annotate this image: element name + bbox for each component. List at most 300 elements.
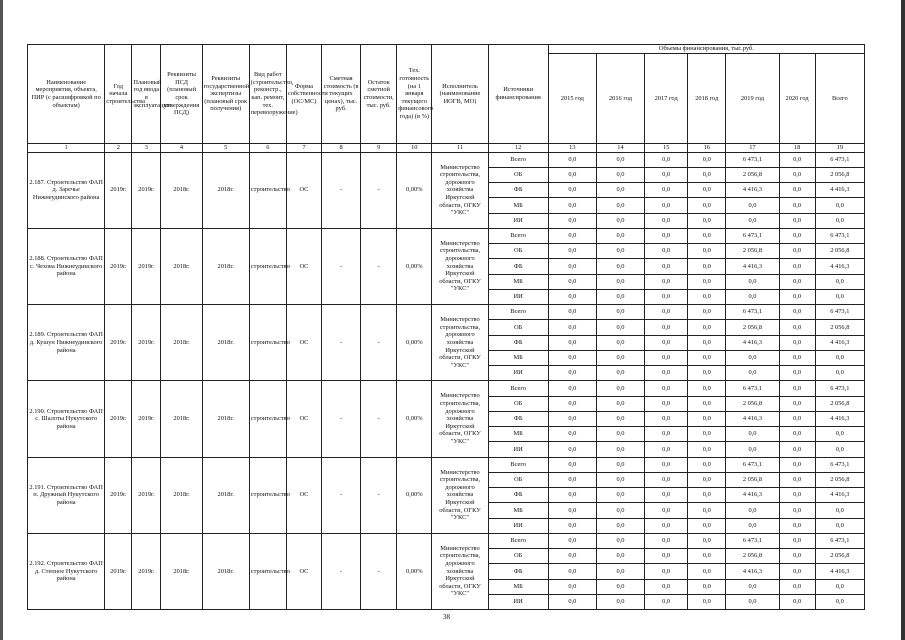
object-name: 2.190. Строительство ФАП с. Шалоты Нукутского района <box>28 381 105 457</box>
year-value: 0,0 <box>548 167 596 182</box>
year-value: 0,0 <box>596 167 644 182</box>
column-number-cell: 2 <box>105 144 132 153</box>
funding-source: ОБ <box>488 167 548 182</box>
total-value: 0,0 <box>815 579 864 594</box>
header-cell: Вид работ (строительство, реконстр., кап. ремонт, тех. перевооружение) <box>249 45 286 144</box>
year-value: 0,0 <box>688 366 726 381</box>
year-value: 2 056,8 <box>726 549 779 564</box>
year-value: 0,0 <box>645 442 688 457</box>
funding-source: ИИ <box>488 289 548 304</box>
year-value: 0,0 <box>779 442 815 457</box>
year-value: 0,0 <box>596 305 644 320</box>
expertise-details: 2018г. <box>202 228 249 304</box>
year-value: 0,0 <box>688 320 726 335</box>
funding-source: ОБ <box>488 244 548 259</box>
ownership-form: ОС <box>286 533 321 609</box>
year-value: 0,0 <box>548 183 596 198</box>
readiness-percent: 0,00% <box>397 381 432 457</box>
column-number-row <box>28 144 865 153</box>
year-value: 0,0 <box>548 213 596 228</box>
year-value: 0,0 <box>688 457 726 472</box>
year-value: 0,0 <box>688 442 726 457</box>
table-row <box>28 305 865 320</box>
year-value: 4 416,3 <box>726 411 779 426</box>
year-value: 0,0 <box>726 594 779 609</box>
funding-source: ОБ <box>488 549 548 564</box>
table-row <box>28 457 865 472</box>
total-value: 0,0 <box>815 213 864 228</box>
year-value: 0,0 <box>548 289 596 304</box>
year-value: 0,0 <box>548 274 596 289</box>
column-number-cell: 14 <box>596 144 644 153</box>
year-value: 0,0 <box>645 396 688 411</box>
year-value: 0,0 <box>596 213 644 228</box>
ownership-form: ОС <box>286 381 321 457</box>
year-value: 0,0 <box>645 488 688 503</box>
year-value: 0,0 <box>596 320 644 335</box>
year-header: 2019 год <box>726 54 779 144</box>
total-value: 0,0 <box>815 198 864 213</box>
year-value: 0,0 <box>645 305 688 320</box>
column-number-cell: 9 <box>361 144 397 153</box>
remaining-cost: - <box>361 305 397 381</box>
year-header: 2015 год <box>548 54 596 144</box>
planned-year: 2019г. <box>132 228 161 304</box>
total-value: 4 416,3 <box>815 564 864 579</box>
year-value: 0,0 <box>548 472 596 487</box>
year-value: 6 473,1 <box>726 228 779 243</box>
total-value: 0,0 <box>815 594 864 609</box>
expertise-details: 2018г. <box>202 457 249 533</box>
ownership-form: ОС <box>286 228 321 304</box>
year-value: 0,0 <box>596 472 644 487</box>
year-value: 0,0 <box>779 549 815 564</box>
planned-year: 2019г. <box>132 533 161 609</box>
column-number-cell: 7 <box>286 144 321 153</box>
year-value: 0,0 <box>726 366 779 381</box>
total-value: 4 416,3 <box>815 183 864 198</box>
funding-source: Всего <box>488 152 548 167</box>
year-value: 0,0 <box>596 198 644 213</box>
total-value: 0,0 <box>815 350 864 365</box>
executor: Министерство строительства, дорожного хозяйства Иркутской области, ОГКУ "УКС" <box>432 152 488 228</box>
page-number: 38 <box>443 613 450 621</box>
planned-year: 2019г. <box>132 305 161 381</box>
header-cell: Сметная стоимость (в текущих ценах), тыс. руб. <box>322 45 361 144</box>
funding-source: Всего <box>488 381 548 396</box>
psd-details: 2018г. <box>161 533 202 609</box>
total-value: 2 056,8 <box>815 244 864 259</box>
header-cell: Плановый год ввода в эксплуатацию <box>132 45 161 144</box>
header-cell: Форма собственности (ОС/МС) <box>286 45 321 144</box>
total-value: 0,0 <box>815 274 864 289</box>
year-value: 6 473,1 <box>726 457 779 472</box>
remaining-cost: - <box>361 152 397 228</box>
year-value: 0,0 <box>548 442 596 457</box>
year-value: 0,0 <box>548 320 596 335</box>
year-value: 0,0 <box>596 244 644 259</box>
year-value: 6 473,1 <box>726 533 779 548</box>
ownership-form: ОС <box>286 152 321 228</box>
funding-source: МБ <box>488 198 548 213</box>
object-name: 2.187. Строительство ФАП д. Заречье Нижнеудинского района <box>28 152 105 228</box>
planned-year: 2019г. <box>132 152 161 228</box>
year-value: 0,0 <box>688 183 726 198</box>
year-value: 0,0 <box>645 335 688 350</box>
total-value: 2 056,8 <box>815 320 864 335</box>
table-row <box>28 533 865 548</box>
year-value: 0,0 <box>548 366 596 381</box>
year-value: 0,0 <box>645 533 688 548</box>
year-value: 0,0 <box>548 533 596 548</box>
total-value: 0,0 <box>815 503 864 518</box>
funding-source: МБ <box>488 427 548 442</box>
year-value: 0,0 <box>596 564 644 579</box>
funding-source: Всего <box>488 533 548 548</box>
year-value: 0,0 <box>645 320 688 335</box>
total-value: 2 056,8 <box>815 472 864 487</box>
column-number-cell: 4 <box>161 144 202 153</box>
expertise-details: 2018г. <box>202 305 249 381</box>
header-cell: Исполнитель (наименование ИОГВ, МО) <box>432 45 488 144</box>
year-value: 0,0 <box>779 320 815 335</box>
executor: Министерство строительства, дорожного хозяйства Иркутской области, ОГКУ "УКС" <box>432 305 488 381</box>
year-value: 0,0 <box>779 244 815 259</box>
column-number-cell: 15 <box>645 144 688 153</box>
remaining-cost: - <box>361 381 397 457</box>
year-value: 0,0 <box>596 152 644 167</box>
year-value: 6 473,1 <box>726 152 779 167</box>
column-number-cell: 10 <box>397 144 432 153</box>
readiness-percent: 0,00% <box>397 533 432 609</box>
year-value: 0,0 <box>726 350 779 365</box>
year-value: 0,0 <box>779 396 815 411</box>
year-value: 4 416,3 <box>726 564 779 579</box>
column-number-cell: 13 <box>548 144 596 153</box>
year-value: 0,0 <box>596 259 644 274</box>
year-value: 0,0 <box>596 366 644 381</box>
year-value: 0,0 <box>779 259 815 274</box>
year-value: 0,0 <box>548 503 596 518</box>
year-value: 0,0 <box>688 244 726 259</box>
psd-details: 2018г. <box>161 305 202 381</box>
year-value: 0,0 <box>548 381 596 396</box>
year-value: 0,0 <box>548 335 596 350</box>
year-value: 0,0 <box>688 503 726 518</box>
table-row <box>28 228 865 243</box>
year-value: 0,0 <box>645 427 688 442</box>
funding-source: МБ <box>488 350 548 365</box>
year-value: 0,0 <box>596 488 644 503</box>
year-value: 0,0 <box>779 366 815 381</box>
year-value: 0,0 <box>688 335 726 350</box>
year-value: 0,0 <box>548 396 596 411</box>
year-value: 0,0 <box>779 381 815 396</box>
expertise-details: 2018г. <box>202 533 249 609</box>
table-row <box>28 381 865 396</box>
year-header: 2016 год <box>596 54 644 144</box>
year-value: 0,0 <box>645 350 688 365</box>
year-value: 0,0 <box>726 213 779 228</box>
estimated-cost: - <box>322 228 361 304</box>
work-type: строительство <box>249 305 286 381</box>
year-value: 0,0 <box>645 274 688 289</box>
column-number-cell: 8 <box>322 144 361 153</box>
total-value: 0,0 <box>815 427 864 442</box>
total-value: 6 473,1 <box>815 228 864 243</box>
year-value: 0,0 <box>645 381 688 396</box>
year-value: 0,0 <box>645 244 688 259</box>
executor: Министерство строительства, дорожного хозяйства Иркутской области, ОГКУ "УКС" <box>432 457 488 533</box>
year-value: 2 056,8 <box>726 396 779 411</box>
year-value: 0,0 <box>779 488 815 503</box>
funding-source: ОБ <box>488 472 548 487</box>
year-value: 0,0 <box>688 152 726 167</box>
start-year: 2019г. <box>105 305 132 381</box>
estimated-cost: - <box>322 457 361 533</box>
year-value: 0,0 <box>688 579 726 594</box>
year-value: 0,0 <box>645 564 688 579</box>
remaining-cost: - <box>361 457 397 533</box>
expertise-details: 2018г. <box>202 152 249 228</box>
year-value: 0,0 <box>645 411 688 426</box>
total-value: 6 473,1 <box>815 305 864 320</box>
year-value: 0,0 <box>726 442 779 457</box>
total-value: 0,0 <box>815 289 864 304</box>
year-value: 0,0 <box>645 213 688 228</box>
funding-source: Всего <box>488 228 548 243</box>
year-value: 4 416,3 <box>726 488 779 503</box>
year-value: 0,0 <box>779 305 815 320</box>
year-value: 0,0 <box>779 594 815 609</box>
estimated-cost: - <box>322 381 361 457</box>
funding-source: МБ <box>488 274 548 289</box>
year-value: 0,0 <box>645 152 688 167</box>
year-value: 0,0 <box>596 579 644 594</box>
year-value: 0,0 <box>645 183 688 198</box>
readiness-percent: 0,00% <box>397 305 432 381</box>
year-value: 0,0 <box>596 457 644 472</box>
psd-details: 2018г. <box>161 228 202 304</box>
total-value: 4 416,3 <box>815 259 864 274</box>
year-value: 0,0 <box>779 183 815 198</box>
year-value: 0,0 <box>688 549 726 564</box>
planned-year: 2019г. <box>132 381 161 457</box>
year-header: 2017 год <box>645 54 688 144</box>
funding-source: ФБ <box>488 488 548 503</box>
column-number-cell: 5 <box>202 144 249 153</box>
executor: Министерство строительства, дорожного хозяйства Иркутской области, ОГКУ "УКС" <box>432 381 488 457</box>
column-number-cell: 3 <box>132 144 161 153</box>
year-value: 0,0 <box>779 335 815 350</box>
remaining-cost: - <box>361 533 397 609</box>
year-value: 0,0 <box>688 411 726 426</box>
total-value: 2 056,8 <box>815 167 864 182</box>
year-value: 0,0 <box>645 259 688 274</box>
work-type: строительство <box>249 228 286 304</box>
funding-source: ИИ <box>488 594 548 609</box>
total-value: 0,0 <box>815 518 864 533</box>
funding-source: ОБ <box>488 396 548 411</box>
year-value: 0,0 <box>779 228 815 243</box>
year-value: 0,0 <box>688 305 726 320</box>
year-value: 0,0 <box>548 564 596 579</box>
table-row <box>28 152 865 167</box>
header-cell: Реквизиты государственной экспертизы (плановый срок получения) <box>202 45 249 144</box>
year-value: 2 056,8 <box>726 472 779 487</box>
year-value: 0,0 <box>688 594 726 609</box>
column-number-cell: 17 <box>726 144 779 153</box>
year-value: 6 473,1 <box>726 381 779 396</box>
total-value: 4 416,3 <box>815 411 864 426</box>
start-year: 2019г. <box>105 533 132 609</box>
start-year: 2019г. <box>105 457 132 533</box>
year-value: 0,0 <box>596 274 644 289</box>
year-value: 0,0 <box>688 274 726 289</box>
year-value: 0,0 <box>726 427 779 442</box>
column-number-cell: 19 <box>815 144 864 153</box>
funding-source: ИИ <box>488 366 548 381</box>
year-value: 0,0 <box>548 518 596 533</box>
column-number-cell: 6 <box>249 144 286 153</box>
funding-source: Всего <box>488 305 548 320</box>
year-value: 0,0 <box>548 244 596 259</box>
header-cell: Наименование мероприятия, объекта, ПИР (с расшифровкой по объектам) <box>28 45 105 144</box>
year-value: 0,0 <box>596 427 644 442</box>
year-value: 0,0 <box>779 198 815 213</box>
year-value: 0,0 <box>688 167 726 182</box>
planned-year: 2019г. <box>132 457 161 533</box>
year-value: 0,0 <box>548 411 596 426</box>
year-value: 0,0 <box>779 350 815 365</box>
header-cell: Тех. готовность (на 1 января текущего финансового года) (в %) <box>397 45 432 144</box>
year-value: 0,0 <box>688 472 726 487</box>
column-number-cell: 11 <box>432 144 488 153</box>
year-value: 0,0 <box>726 198 779 213</box>
year-value: 0,0 <box>548 350 596 365</box>
year-value: 0,0 <box>726 518 779 533</box>
start-year: 2019г. <box>105 228 132 304</box>
year-value: 0,0 <box>645 549 688 564</box>
year-value: 0,0 <box>779 427 815 442</box>
year-value: 0,0 <box>688 564 726 579</box>
year-value: 0,0 <box>645 503 688 518</box>
year-value: 0,0 <box>548 259 596 274</box>
year-value: 0,0 <box>596 350 644 365</box>
psd-details: 2018г. <box>161 152 202 228</box>
funding-source: ФБ <box>488 259 548 274</box>
funding-source: ОБ <box>488 320 548 335</box>
year-value: 0,0 <box>645 228 688 243</box>
year-value: 0,0 <box>779 564 815 579</box>
funding-source: ИИ <box>488 518 548 533</box>
year-value: 0,0 <box>688 228 726 243</box>
header-cell: Год начала строительства <box>105 45 132 144</box>
year-value: 2 056,8 <box>726 320 779 335</box>
year-header: 2018 год <box>688 54 726 144</box>
financing-table <box>27 44 865 610</box>
total-value: 2 056,8 <box>815 549 864 564</box>
year-value: 0,0 <box>596 381 644 396</box>
year-value: 0,0 <box>596 183 644 198</box>
total-value: 0,0 <box>815 442 864 457</box>
estimated-cost: - <box>322 305 361 381</box>
readiness-percent: 0,00% <box>397 457 432 533</box>
year-value: 0,0 <box>596 289 644 304</box>
ownership-form: ОС <box>286 305 321 381</box>
funding-source: ФБ <box>488 335 548 350</box>
ownership-form: ОС <box>286 457 321 533</box>
total-value: 2 056,8 <box>815 396 864 411</box>
year-value: 0,0 <box>688 488 726 503</box>
executor: Министерство строительства, дорожного хозяйства Иркутской области, ОГКУ "УКС" <box>432 533 488 609</box>
scan-left-edge <box>0 0 3 640</box>
year-value: 0,0 <box>688 259 726 274</box>
object-name: 2.189. Строительство ФАП д. Кушун Нижнеудинского района <box>28 305 105 381</box>
year-value: 0,0 <box>548 579 596 594</box>
year-value: 0,0 <box>645 289 688 304</box>
year-value: 0,0 <box>779 274 815 289</box>
year-value: 0,0 <box>596 549 644 564</box>
psd-details: 2018г. <box>161 381 202 457</box>
year-value: 0,0 <box>688 350 726 365</box>
year-value: 0,0 <box>645 579 688 594</box>
year-value: 0,0 <box>596 533 644 548</box>
work-type: строительство <box>249 457 286 533</box>
work-type: строительство <box>249 152 286 228</box>
total-value: 4 416,3 <box>815 335 864 350</box>
year-value: 0,0 <box>645 167 688 182</box>
year-value: 0,0 <box>548 427 596 442</box>
header-cell: Реквизиты ПСД (плановый срок утверждения ПСД) <box>161 45 202 144</box>
year-value: 0,0 <box>779 152 815 167</box>
funding-source: ФБ <box>488 411 548 426</box>
object-name: 2.192. Строительство ФАП д. Степное Нукутского района <box>28 533 105 609</box>
column-number-cell: 12 <box>488 144 548 153</box>
readiness-percent: 0,00% <box>397 228 432 304</box>
scan-right-edge <box>901 0 905 640</box>
year-value: 0,0 <box>726 503 779 518</box>
year-value: 0,0 <box>548 305 596 320</box>
year-value: 0,0 <box>726 289 779 304</box>
total-value: 6 473,1 <box>815 381 864 396</box>
executor: Министерство строительства, дорожного хозяйства Иркутской области, ОГКУ "УКС" <box>432 228 488 304</box>
year-value: 0,0 <box>688 213 726 228</box>
header-cell: Остаток сметной стоимости, тыс. руб. <box>361 45 397 144</box>
column-number-cell: 1 <box>28 144 105 153</box>
year-value: 0,0 <box>688 427 726 442</box>
year-value: 4 416,3 <box>726 259 779 274</box>
header-cell: Источники финансирования <box>488 45 548 144</box>
header-row-top <box>28 45 865 54</box>
year-value: 0,0 <box>596 442 644 457</box>
year-value: 0,0 <box>779 289 815 304</box>
year-value: 0,0 <box>645 472 688 487</box>
start-year: 2019г. <box>105 381 132 457</box>
work-type: строительство <box>249 533 286 609</box>
funding-source: ИИ <box>488 213 548 228</box>
year-value: 0,0 <box>779 579 815 594</box>
year-value: 0,0 <box>645 366 688 381</box>
funding-source: МБ <box>488 579 548 594</box>
financing-group-header: Объемы финансирования, тыс.руб. <box>548 45 864 54</box>
readiness-percent: 0,00% <box>397 152 432 228</box>
object-name: 2.188. Строительство ФАП с. Чехова Нижнеудинского района <box>28 228 105 304</box>
year-value: 0,0 <box>596 503 644 518</box>
year-value: 0,0 <box>688 289 726 304</box>
column-number-cell: 18 <box>779 144 815 153</box>
total-header: Всего <box>815 54 864 144</box>
